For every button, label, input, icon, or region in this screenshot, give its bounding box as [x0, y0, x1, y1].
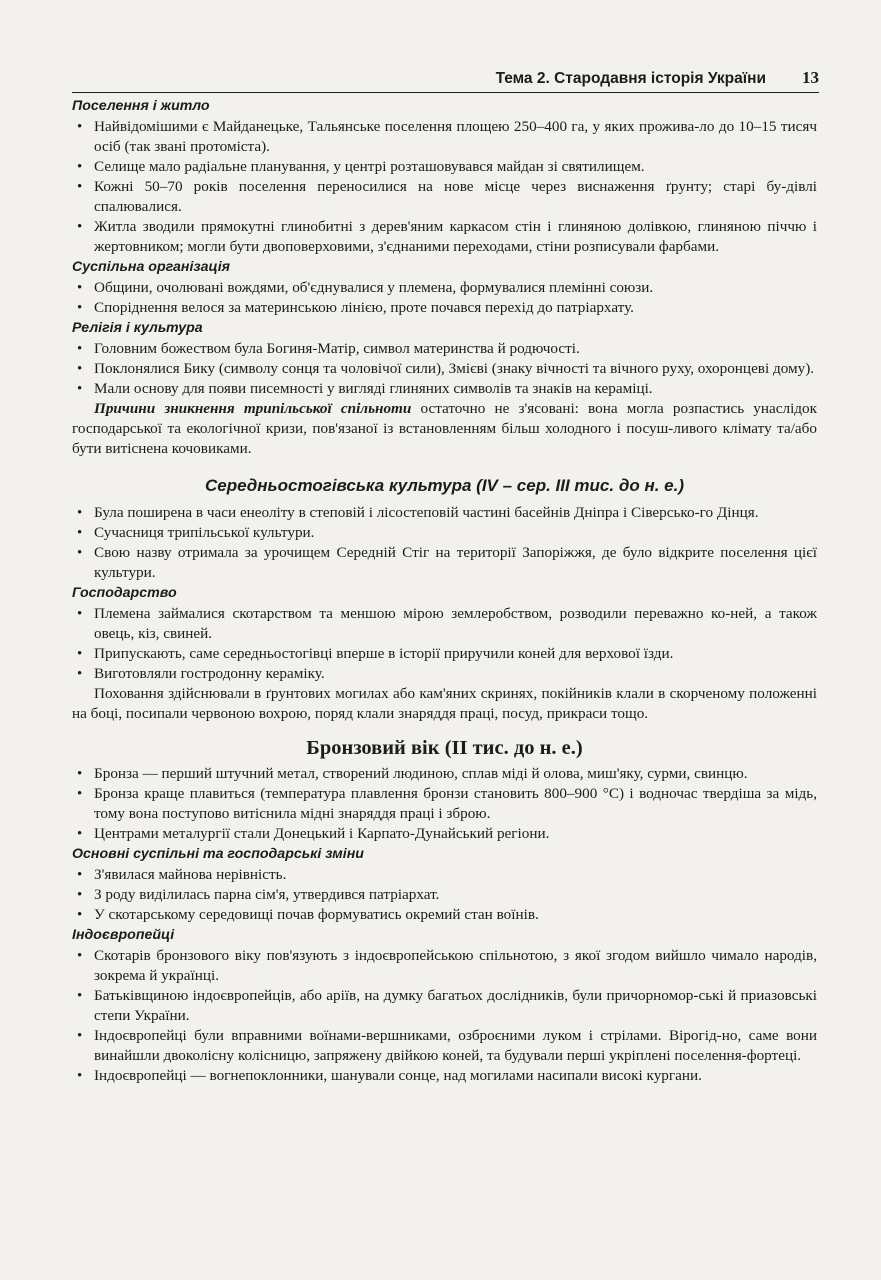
- subheading: Господарство: [72, 585, 177, 601]
- list-item-text: Свою назву отримала за урочищем Середній Стіг на території Запоріжжя, де було відкрите поселення цієї культури.: [94, 544, 817, 581]
- bullet-icon: •: [77, 907, 83, 923]
- list-item-text: Бронза краще плавиться (температура плавлення бронзи становить 800–900 °C) і водночас твердіша за мідь, тому вона поступово витіснила мідні знаряддя праці і зброю.: [94, 785, 817, 822]
- list-item-text: Головним божеством була Богиня-Матір, символ материнства й родючості.: [94, 340, 580, 357]
- list-item-text: Селище мало радіальне планування, у центрі розташовувався майдан зі святилищем.: [94, 158, 645, 175]
- bullet-icon: •: [77, 786, 83, 802]
- paragraph: [72, 399, 817, 459]
- bullet-icon: •: [77, 988, 83, 1004]
- list-item: [72, 986, 817, 1026]
- bullet-icon: •: [77, 525, 83, 541]
- bullet-icon: •: [77, 505, 83, 521]
- list-item: [72, 359, 817, 379]
- list-item-text: Кожні 50–70 років поселення переносилися на нове місце через виснаження ґрунту; старі бу-дівлі спалювалися.: [94, 178, 817, 215]
- subheading: Суспільна організація: [72, 259, 230, 275]
- list-item-text: Поклонялися Бику (символу сонця та чоловічої сили), Змієві (знаку вічності та вічного руху, охоронцеві дому).: [94, 360, 815, 377]
- bullet-list: [72, 503, 817, 583]
- list-item-text: Батьківщиною індоєвропейців, або аріїв, на думку багатьох дослідників, були причорномор-ські й приазовські степи України.: [94, 987, 817, 1024]
- bullet-icon: •: [77, 381, 83, 397]
- list-item: [72, 157, 817, 177]
- list-item: [72, 784, 817, 824]
- section-heading: Бронзовий вік (II тис. до н. е.): [306, 737, 583, 759]
- list-item: [72, 523, 817, 543]
- list-item-text: З роду виділилась парна сім'я, утвердився патріархат.: [94, 886, 440, 903]
- bullet-icon: •: [77, 887, 83, 903]
- list-item: [72, 764, 817, 784]
- bullet-list: [72, 604, 817, 684]
- paragraph-text: остаточно не з'ясовані: вона могла розпастись унаслідок господарської та екологічної кризи, пов'язаної із встановленням більш холодного і посуш-ливого клімату та/або бути витіснена кочовиками.: [72, 400, 817, 457]
- subheading: Індоєвропейці: [72, 927, 175, 943]
- bullet-icon: •: [77, 606, 83, 622]
- bullet-icon: •: [77, 341, 83, 357]
- paragraph: [72, 684, 817, 724]
- list-item: [72, 885, 817, 905]
- section-heading: Середньостогівська культура (IV – сер. III тис. до н. е.): [204, 476, 684, 495]
- bullet-icon: •: [77, 1068, 83, 1084]
- list-item-text: Мали основу для появи писемності у вигляді глиняних символів та знаків на кераміці.: [94, 380, 653, 397]
- list-item-text: Індоєвропейці — вогнепоклонники, шанували сонце, над могилами насипали високі кургани.: [94, 1067, 702, 1084]
- list-item: [72, 217, 817, 257]
- list-item-text: Племена займалися скотарством та меншою мірою землеробством, розводили переважно ко-ней, а також овець, кіз, свиней.: [94, 605, 817, 642]
- list-item: [72, 177, 817, 217]
- list-item: [72, 117, 817, 157]
- list-item-text: З'явилася майнова нерівність.: [94, 866, 287, 883]
- paragraph-lead: Причини зникнення трипільської спільноти: [94, 400, 412, 417]
- bullet-icon: •: [77, 646, 83, 662]
- list-item-text: Була поширена в часи енеоліту в степовій і лісостеповій частині басейнів Дніпра і Сіверсько-го Дінця.: [94, 504, 759, 521]
- list-item: [72, 946, 817, 986]
- bullet-icon: •: [77, 1028, 83, 1044]
- list-item: [72, 339, 817, 359]
- list-item-text: Найвідомішими є Майданецьке, Тальянське поселення площею 250–400 га, у яких прожива-ло до 10–15 тисяч осіб (так звані протоміста).: [94, 118, 817, 155]
- list-item-text: Центрами металургії стали Донецький і Карпато-Дунайський регіони.: [94, 825, 550, 842]
- list-item: [72, 1066, 817, 1086]
- bullet-icon: •: [77, 545, 83, 561]
- list-item: [72, 543, 817, 583]
- list-item: [72, 644, 817, 664]
- bullet-icon: •: [77, 766, 83, 782]
- list-item-text: Індоєвропейці були вправними воїнами-вершниками, озброєними луком і стрілами. Вірогід-но, саме вони винайшли двоколісну колісницю, запряжену двійкою коней, та будували перші укріплені поселення-фортеці.: [94, 1027, 817, 1064]
- bullet-icon: •: [77, 219, 83, 235]
- bullet-icon: •: [77, 666, 83, 682]
- list-item-text: Припускають, саме середньостогівці вперше в історії приручили коней для верхової їзди.: [94, 645, 674, 662]
- bullet-list: [72, 117, 817, 257]
- list-item: [72, 278, 817, 298]
- list-item: [72, 1026, 817, 1066]
- list-item: [72, 379, 817, 399]
- page-content: [72, 96, 817, 1086]
- bullet-icon: •: [77, 280, 83, 296]
- subheading: Поселення і житло: [72, 98, 210, 114]
- bullet-list: [72, 764, 817, 844]
- bullet-icon: •: [77, 826, 83, 842]
- list-item-text: Житла зводили прямокутні глинобитні з дерев'яним каркасом стін і глиняною долівкою, глиняною піччю і жертовником; могли бути двоповерховими, з'єднаними переходами, стіни розписували фарбами.: [94, 218, 817, 255]
- list-item: [72, 664, 817, 684]
- bullet-icon: •: [77, 119, 83, 135]
- bullet-icon: •: [77, 159, 83, 175]
- bullet-icon: •: [77, 179, 83, 195]
- list-item-text: Бронза — перший штучний метал, створений людиною, сплав міді й олова, миш'яку, сурми, свинцю.: [94, 765, 748, 782]
- subheading: Релігія і культура: [72, 320, 203, 336]
- list-item: [72, 604, 817, 644]
- bullet-list: [72, 339, 817, 399]
- bullet-icon: •: [77, 361, 83, 377]
- list-item-text: У скотарському середовищі почав формуватись окремий стан воїнів.: [94, 906, 539, 923]
- list-item-text: Скотарів бронзового віку пов'язують з індоєвропейською спільнотою, з якої згодом вийшло чимало народів, зокрема й українці.: [94, 947, 817, 984]
- list-item: [72, 905, 817, 925]
- list-item-text: Сучасниця трипільської культури.: [94, 524, 315, 541]
- list-item-text: Общини, очолювані вождями, об'єднувалися у племена, формувалися племінні союзи.: [94, 279, 654, 296]
- list-item: [72, 298, 817, 318]
- list-item: [72, 824, 817, 844]
- running-header: [72, 66, 819, 93]
- list-item: [72, 865, 817, 885]
- subheading: Основні суспільні та господарські зміни: [72, 846, 364, 862]
- bullet-icon: •: [77, 867, 83, 883]
- bullet-icon: •: [77, 948, 83, 964]
- bullet-list: [72, 946, 817, 1086]
- list-item-text: Виготовляли гостродонну кераміку.: [94, 665, 325, 682]
- header-theme: Тема 2. Стародавня історія України: [495, 70, 766, 87]
- bullet-icon: •: [77, 300, 83, 316]
- paragraph-text: Поховання здійснювали в ґрунтових могилах або кам'яних скринях, покійників клали в скорченому положенні на боці, посипали червоною вохрою, поряд клали знаряддя праці, посуд, прикраси тощо.: [72, 685, 817, 722]
- bullet-list: [72, 865, 817, 925]
- bullet-list: [72, 278, 817, 318]
- page-number: 13: [802, 68, 819, 87]
- list-item-text: Споріднення велося за материнською лінією, проте почався перехід до патріархату.: [94, 299, 634, 316]
- list-item: [72, 503, 817, 523]
